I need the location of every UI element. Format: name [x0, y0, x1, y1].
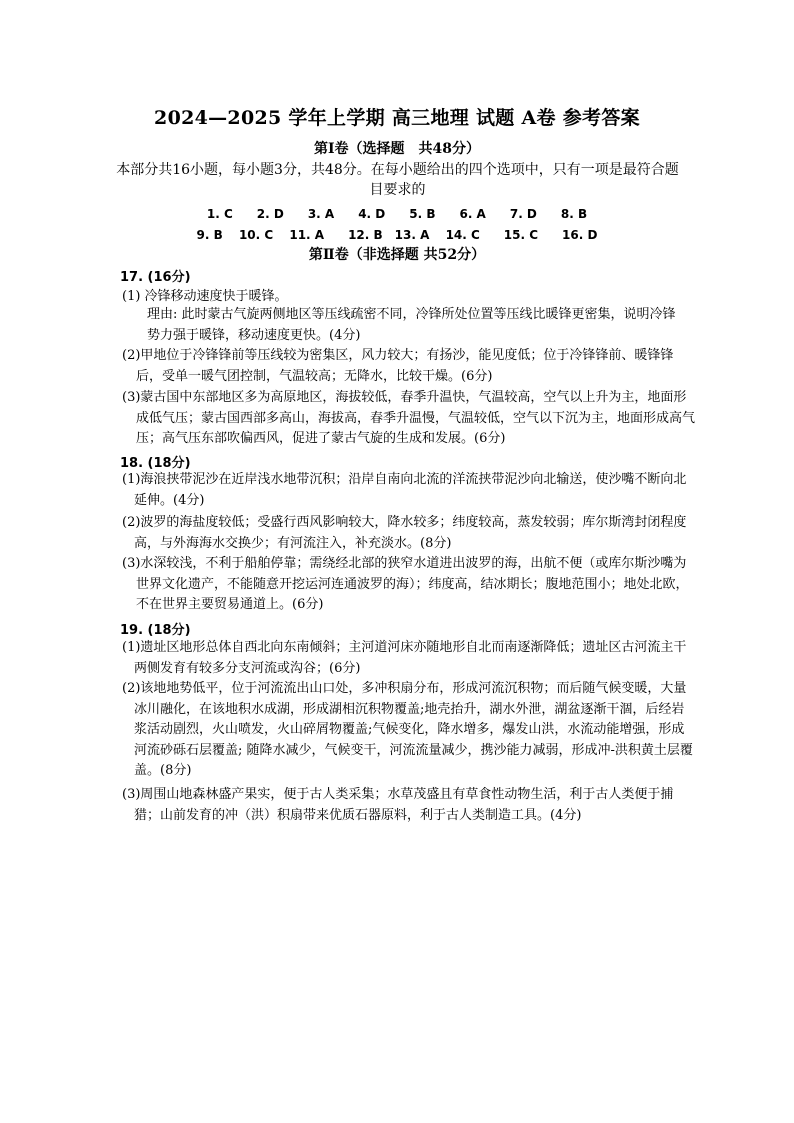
section-2-heading: 第Ⅱ卷（非选择题 共52分）: [308, 247, 486, 263]
q19-answer-2: (2)该地地势低平，位于河流流出山口处，多冲积扇分布，形成河流沉积物；而后随气候变暖，大量冰川融化，在该地积水成湖，形成湖相沉积物覆盖;地壳抬升，湖水外泄，湖盆逐渐干涸，后经岩浆活动剧烈，火山喷发，火山碎屑物覆盖;气候变化，降水增多，爆发山洪，水流动能增强，形成河流砂砾石层覆盖; 随降水减少，气候变干，河流流量减少，携沙能力减弱，形成冲-洪积黄土层覆盖。(8分): [122, 681, 693, 778]
question-17-label: 17. (16分): [120, 270, 191, 285]
q17-answer-1: (1) 冷锋移动速度快于暖锋。: [122, 289, 288, 304]
q17-answer-2: (2)甲地位于冷锋锋前等压线较为密集区，风力较大；有扬沙，能见度低；位于冷锋锋前、暖锋锋后，受单一暖气团控制，气温较高；无降水，比较干燥。(6分): [122, 348, 674, 384]
q17-answer-1-reason: 理由: 此时蒙古气旋两侧地区等压线疏密不同，冷锋所处位置等压线比暖锋更密集，说明冷锋势力强于暖锋，移动速度更快。(4分): [147, 307, 676, 343]
q17-answer-3: (3)蒙古国中东部地区多为高原地区，海拔较低，春季升温快，气温较高，空气以上升为主，地面形成低气压；蒙古国西部多高山，海拔高，春季升温慢，气温较低，空气以下沉为主，地面形成高气压；高气压东部吹偏西风，促进了蒙古气旋的生成和发展。(6分): [122, 390, 696, 446]
answer-row-1: 1. C 2. D 3. A 4. D 5. B 6. A 7. D 8. B: [206, 207, 588, 221]
page-title: 2024—2025 学年上学期 高三地理 试题 A卷 参考答案: [154, 107, 640, 129]
q19-answer-1: (1)遗址区地形总体自西北向东南倾斜；主河道河床亦随地形自北而南逐渐降低；遗址区古河流主干两侧发育有较多分支河流或沟谷；(6分): [122, 640, 687, 676]
q19-answer-3: (3)周围山地森林盛产果实，便于古人类采集；水草茂盛且有草食性动物生活，利于古人类便于捕猎；山前发育的冲（洪）积扇带来优质石器原料，利于古人类制造工具。(4分): [122, 787, 674, 823]
q18-answer-1: (1)海浪挟带泥沙在近岸浅水地带沉积；沿岸自南向北流的洋流挟带泥沙向北输送，使沙嘴不断向北延伸。(4分): [122, 472, 687, 508]
answer-row-2: 9. B 10. C 11. A 12. B 13. A 14. C 15. C 16. D: [196, 228, 598, 242]
section-1-instructions: 本部分共16小题，每小题3分，共48分。在每小题给出的四个选项中，只有一项是最符合题目要求的: [116, 162, 679, 198]
question-18-label: 18. (18分): [120, 456, 191, 471]
section-1-heading: 第Ⅰ卷（选择题 共48分）: [313, 141, 481, 157]
question-19-label: 19. (18分): [120, 623, 191, 638]
q18-answer-3: (3)水深较浅，不利于船舶停靠；需绕经北部的狭窄水道进出波罗的海，出航不便（或库尔斯沙嘴为世界文化遗产，不能随意开挖运河连通波罗的海）；纬度高，结冰期长；腹地范围小；地处北欧，不在世界主要贸易通道上。(6分): [122, 556, 689, 612]
q18-answer-2: (2)波罗的海盐度较低；受盛行西风影响较大，降水较多；纬度较高，蒸发较弱；库尔斯湾封闭程度高，与外海海水交换少；有河流注入，补充淡水。(8分): [122, 515, 687, 551]
